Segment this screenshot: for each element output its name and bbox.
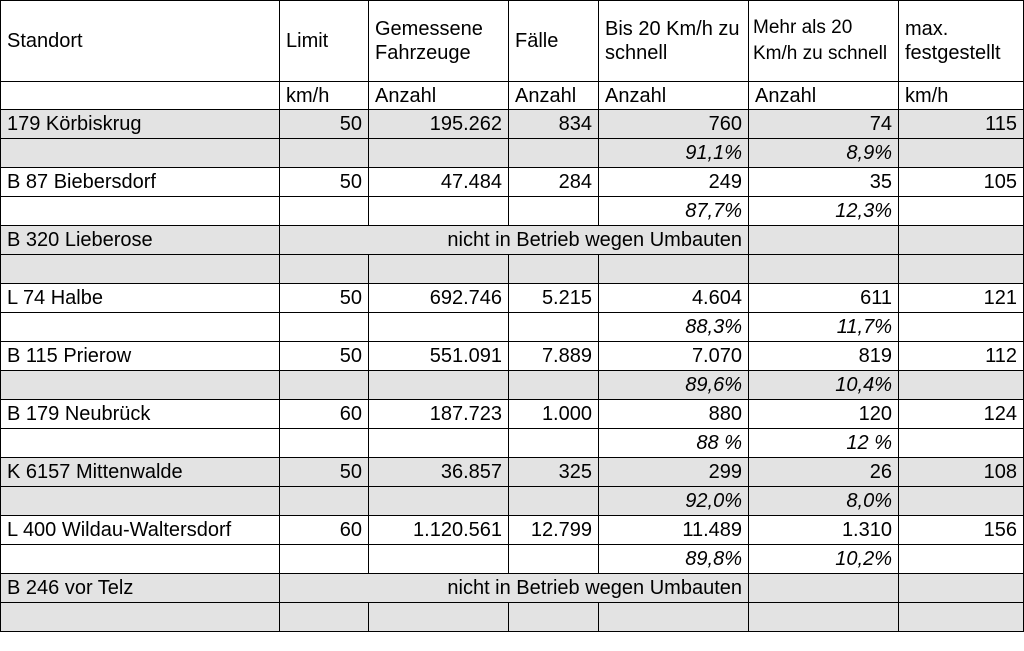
table-row-percent — [1, 487, 1024, 516]
cell-mehr20: 74 — [749, 110, 899, 139]
table-row — [1, 110, 1024, 139]
table-row — [1, 574, 1024, 603]
cell-faelle: 12.799 — [509, 516, 599, 545]
table-row-percent — [1, 197, 1024, 226]
cell-pct-mehr20: 8,0% — [749, 487, 899, 516]
cell-limit: 50 — [280, 284, 369, 313]
cell-max: 112 — [899, 342, 1024, 371]
table-row — [1, 168, 1024, 197]
cell-mehr20: 819 — [749, 342, 899, 371]
cell-pct-mehr20: 12,3% — [749, 197, 899, 226]
cell-max: 121 — [899, 284, 1024, 313]
cell-pct-bis20: 89,6% — [599, 371, 749, 400]
cell-standort: B 320 Lieberose — [1, 226, 280, 255]
cell-limit: 50 — [280, 110, 369, 139]
cell-standort: K 6157 Mittenwalde — [1, 458, 280, 487]
cell-max: 156 — [899, 516, 1024, 545]
table-row-percent — [1, 313, 1024, 342]
cell-standort: B 246 vor Telz — [1, 574, 280, 603]
cell-gemessene: 187.723 — [369, 400, 509, 429]
cell-gemessene: 195.262 — [369, 110, 509, 139]
cell-bis20: 299 — [599, 458, 749, 487]
col-header-faelle: Fälle — [509, 1, 599, 82]
cell-pct-bis20: 89,8% — [599, 545, 749, 574]
table-row-percent — [1, 545, 1024, 574]
col-header-gemessene: Gemessene Fahrzeuge — [369, 1, 509, 82]
cell-gemessene: 692.746 — [369, 284, 509, 313]
cell-mehr20: 35 — [749, 168, 899, 197]
table-row — [1, 400, 1024, 429]
cell-bis20: 760 — [599, 110, 749, 139]
table-row-percent — [1, 371, 1024, 400]
cell-pct-mehr20: 11,7% — [749, 313, 899, 342]
cell-limit: 50 — [280, 458, 369, 487]
table-row — [1, 284, 1024, 313]
cell-limit: 60 — [280, 516, 369, 545]
col-header-limit: Limit — [280, 1, 369, 82]
unit-mehr20: Anzahl — [749, 82, 899, 110]
cell-pct-bis20: 88,3% — [599, 313, 749, 342]
cell-faelle: 1.000 — [509, 400, 599, 429]
cell-limit: 60 — [280, 400, 369, 429]
cell-gemessene: 1.120.561 — [369, 516, 509, 545]
cell-mehr20: 26 — [749, 458, 899, 487]
unit-limit: km/h — [280, 82, 369, 110]
unit-row — [1, 82, 1024, 110]
unit-max: km/h — [899, 82, 1024, 110]
table-row — [1, 516, 1024, 545]
header-row — [1, 1, 1024, 82]
cell-pct-mehr20: 12 % — [749, 429, 899, 458]
cell-bis20: 249 — [599, 168, 749, 197]
cell-pct-mehr20: 10,4% — [749, 371, 899, 400]
table-row — [1, 342, 1024, 371]
table-row-empty — [1, 603, 1024, 632]
table-row-empty — [1, 255, 1024, 284]
unit-faelle: Anzahl — [509, 82, 599, 110]
cell-faelle: 834 — [509, 110, 599, 139]
cell-max: 108 — [899, 458, 1024, 487]
col-header-standort: Standort — [1, 1, 280, 82]
unit-gemessene: Anzahl — [369, 82, 509, 110]
unit-standort — [1, 82, 280, 110]
cell-mehr20: 611 — [749, 284, 899, 313]
cell-faelle: 284 — [509, 168, 599, 197]
cell-bis20: 7.070 — [599, 342, 749, 371]
cell-bis20: 4.604 — [599, 284, 749, 313]
table-row-percent — [1, 139, 1024, 168]
cell-standort: L 400 Wildau-Waltersdorf — [1, 516, 280, 545]
col-header-mehr20: Mehr als 20 Km/h zu schnell — [749, 1, 899, 82]
cell-gemessene: 551.091 — [369, 342, 509, 371]
cell-pct-bis20: 92,0% — [599, 487, 749, 516]
cell-pct-mehr20: 10,2% — [749, 545, 899, 574]
unit-bis20: Anzahl — [599, 82, 749, 110]
cell-bis20: 11.489 — [599, 516, 749, 545]
cell-standort: L 74 Halbe — [1, 284, 280, 313]
cell-faelle: 325 — [509, 458, 599, 487]
cell-mehr20: 120 — [749, 400, 899, 429]
cell-standort: 179 Körbiskrug — [1, 110, 280, 139]
cell-pct-mehr20: 8,9% — [749, 139, 899, 168]
cell-mehr20: 1.310 — [749, 516, 899, 545]
cell-standort: B 87 Biebersdorf — [1, 168, 280, 197]
cell-pct-bis20: 91,1% — [599, 139, 749, 168]
cell-standort: B 115 Prierow — [1, 342, 280, 371]
cell-bis20: 880 — [599, 400, 749, 429]
cell-limit: 50 — [280, 342, 369, 371]
cell-note: nicht in Betrieb wegen Umbauten — [280, 226, 749, 255]
table-row — [1, 458, 1024, 487]
cell-max: 115 — [899, 110, 1024, 139]
cell-limit: 50 — [280, 168, 369, 197]
cell-max: 124 — [899, 400, 1024, 429]
col-header-max: max. festgestellt — [899, 1, 1024, 82]
cell-pct-bis20: 87,7% — [599, 197, 749, 226]
cell-pct-bis20: 88 % — [599, 429, 749, 458]
cell-gemessene: 47.484 — [369, 168, 509, 197]
table-row-percent — [1, 429, 1024, 458]
col-header-bis20: Bis 20 Km/h zu schnell — [599, 1, 749, 82]
cell-standort: B 179 Neubrück — [1, 400, 280, 429]
cell-faelle: 5.215 — [509, 284, 599, 313]
table-row — [1, 226, 1024, 255]
cell-max: 105 — [899, 168, 1024, 197]
cell-gemessene: 36.857 — [369, 458, 509, 487]
cell-faelle: 7.889 — [509, 342, 599, 371]
cell-note: nicht in Betrieb wegen Umbauten — [280, 574, 749, 603]
